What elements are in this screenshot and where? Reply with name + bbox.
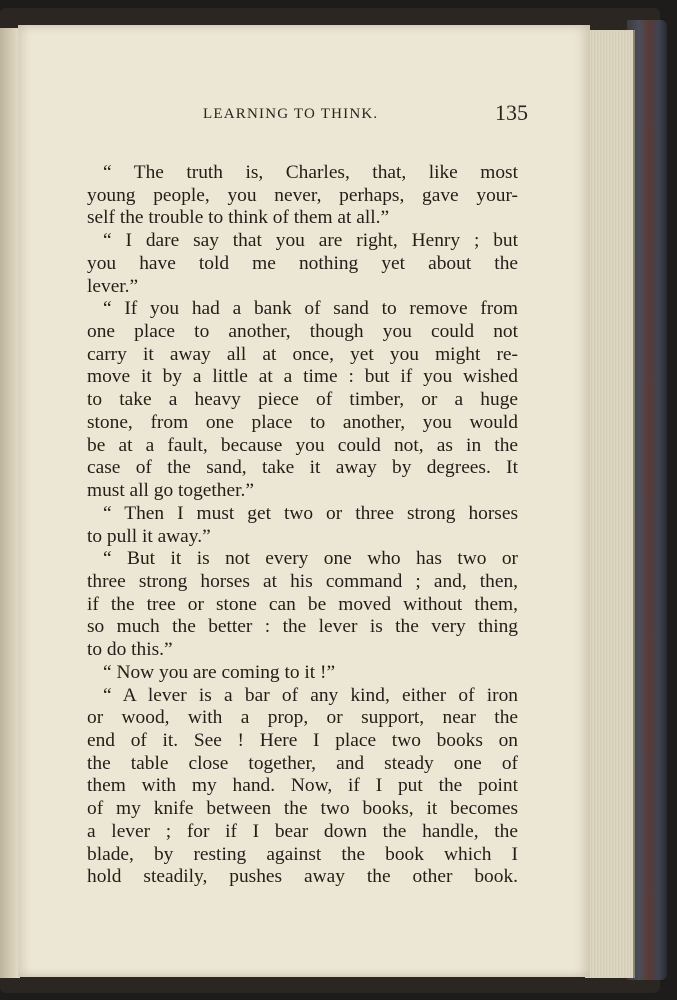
text-line: blade, by resting against the book which I [87, 843, 518, 865]
text-line: young people, you never, perhaps, gave your- [87, 184, 518, 206]
running-head: LEARNING TO THINK. [203, 106, 379, 122]
text-line: three strong horses at his command ; and, then, [87, 570, 518, 592]
text-line: must all go together.” [87, 480, 254, 502]
page-stack-edge [585, 30, 635, 978]
text-line: or wood, with a prop, or support, near the [87, 707, 518, 729]
text-line: them with my hand. Now, if I put the point [87, 775, 518, 797]
text-line: “ Now you are coming to it !” [103, 661, 336, 683]
left-page-edge [0, 28, 20, 978]
text-line: lever.” [87, 275, 139, 297]
text-line: “ A lever is a bar of any kind, either of iron [103, 684, 518, 706]
text-line: a lever ; for if I bear down the handle, the [87, 820, 518, 842]
text-line: “ But it is not every one who has two or [103, 548, 518, 570]
text-line: end of it. See ! Here I place two books on [87, 729, 518, 751]
text-line: “ Then I must get two or three strong horses [103, 502, 518, 524]
text-line: “ I dare say that you are right, Henry ; but [103, 230, 518, 252]
book-page [18, 25, 590, 977]
text-line: hold steadily, pushes away the other book. [87, 866, 518, 888]
text-line: carry it away all at once, yet you might re- [87, 343, 518, 365]
body-text [87, 162, 518, 889]
text-line: case of the sand, take it away by degrees. It [87, 457, 518, 479]
text-line: “ If you had a bank of sand to remove from [103, 298, 518, 320]
text-line: self the trouble to think of them at all.” [87, 207, 390, 229]
text-line: the table close together, and steady one of [87, 752, 518, 774]
text-line: stone, from one place to another, you would [87, 411, 518, 433]
text-line: to do this.” [87, 639, 173, 661]
text-line: if the tree or stone can be moved without them, [87, 593, 518, 615]
text-line: you have told me nothing yet about the [87, 252, 518, 274]
text-line: be at a fault, because you could not, as in the [87, 434, 518, 456]
text-line: one place to another, though you could not [87, 321, 518, 343]
text-line: “ The truth is, Charles, that, like most [103, 162, 518, 183]
page-number: 135 [495, 100, 528, 125]
text-line: so much the better : the lever is the very thing [87, 616, 518, 638]
text-line: to take a heavy piece of timber, or a huge [87, 389, 518, 411]
text-line: move it by a little at a time : but if you wished [87, 366, 518, 388]
text-line: to pull it away.” [87, 525, 211, 547]
text-line: of my knife between the two books, it becomes [87, 798, 518, 820]
